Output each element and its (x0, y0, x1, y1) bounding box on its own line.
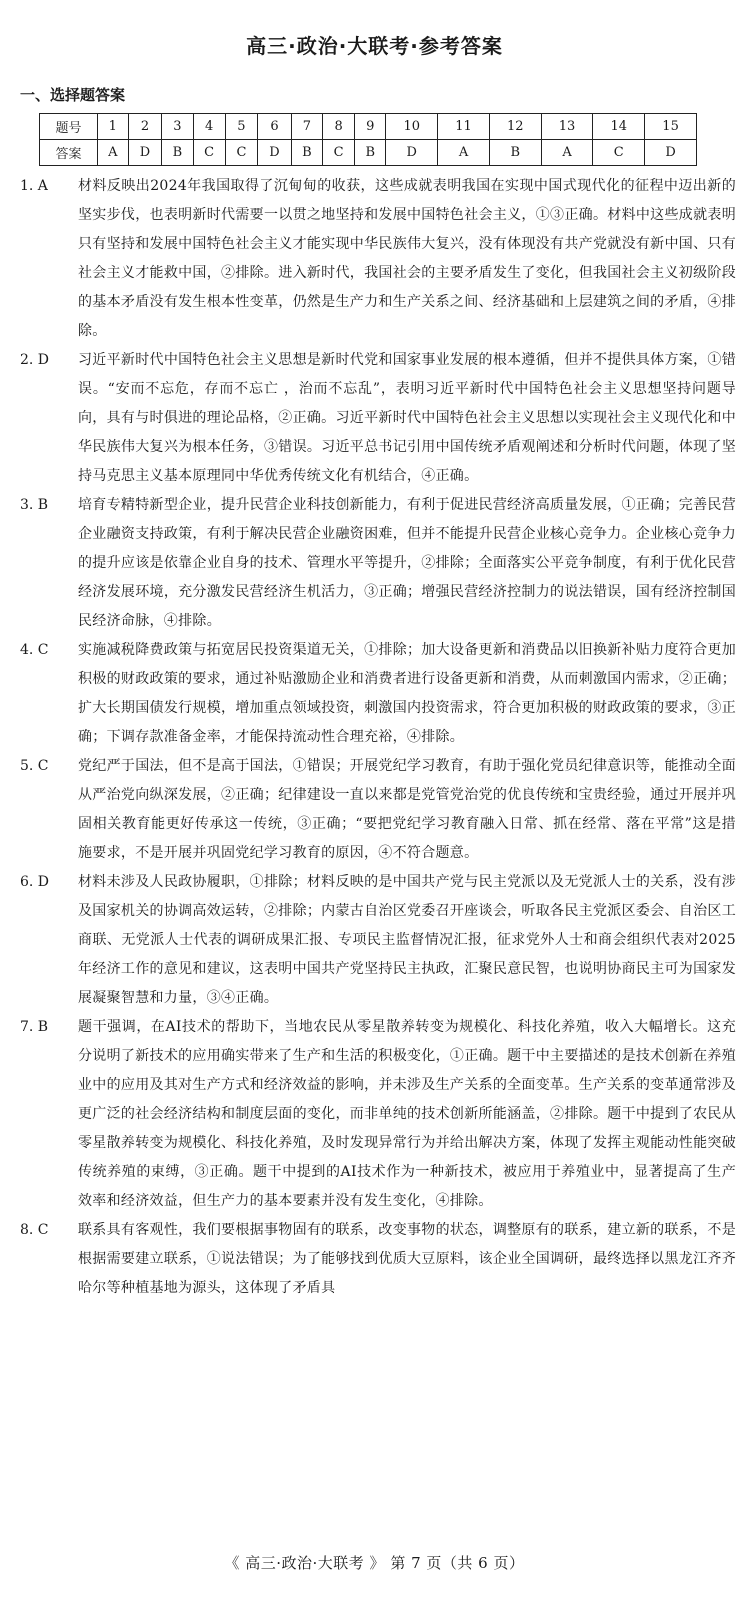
item-number: 6. D (20, 874, 50, 890)
answer-cell: C (193, 140, 225, 166)
section-heading: 一、选择题答案 (20, 86, 126, 104)
explanation-item-3 (20, 491, 736, 636)
explanation-item-1 (20, 172, 736, 346)
answer-cell: B (489, 140, 541, 166)
item-explanation: 党纪严于国法，但不是高于国法，①错误；开展党纪学习教育，有助于强化党员纪律意识等，能推动全面从严治党向纵深发展，②正确；纪律建设一直以来都是党管党治党的优良传统和宝贵经验，通过开展并巩固相关教育能更好传承这一传统，③正确；“要把党纪学习教育融入日常、抓在经常、落在平常”这是措施要求，不是开展并巩固党纪学习教育的原因，④不符合题意。 (78, 758, 736, 861)
item-explanation: 联系具有客观性，我们要根据事物固有的联系，改变事物的状态，调整原有的联系，建立新的联系，不是根据需要建立联系，①说法错误；为了能够找到优质大豆原料，该企业全国调研，最终选择以黑龙江齐齐哈尔等种植基地为源头，这体现了矛盾具 (78, 1222, 736, 1296)
item-number: 7. B (20, 1019, 49, 1035)
page-footer: 《 高三·政治·大联考 》 第 7 页（共 6 页） (224, 1554, 525, 1572)
question-number-cell: 10 (386, 114, 438, 140)
answer-cell: A (98, 140, 129, 166)
question-number-cell: 6 (258, 114, 292, 140)
answer-cell: D (645, 140, 697, 166)
question-number-cell: 7 (291, 114, 322, 140)
explanation-item-7 (20, 1013, 736, 1216)
question-number-cell: 1 (98, 114, 129, 140)
explanation-list (20, 172, 736, 1303)
item-number: 8. C (20, 1222, 49, 1238)
answer-cell: B (355, 140, 386, 166)
explanation-item-5 (20, 752, 736, 868)
question-number-cell: 11 (438, 114, 490, 140)
question-number-cell: 9 (355, 114, 386, 140)
answer-cell: D (258, 140, 292, 166)
item-number: 3. B (20, 497, 49, 513)
answer-row (40, 140, 697, 166)
item-explanation: 培育专精特新型企业，提升民营企业科技创新能力，有利于促进民营经济高质量发展，①正确；完善民营企业融资支持政策，有利于解决民营企业融资困难，但并不能提升民营企业核心竞争力。企业核心竞争力的提升应该是依靠企业自身的技术、管理水平等提升，②排除；全面落实公平竞争制度，有利于优化民营经济发展环境，充分激发民营经济生机活力，③正确；增强民营经济控制力的说法错误，国有经济控制国民经济命脉，④排除。 (78, 497, 736, 629)
answer-cell: C (593, 140, 645, 166)
item-number: 2. D (20, 352, 50, 368)
row-label-question-number: 题号 (40, 114, 98, 140)
answer-cell: A (438, 140, 490, 166)
item-number: 4. C (20, 642, 49, 658)
question-number-row (40, 114, 697, 140)
answer-cell: B (162, 140, 193, 166)
item-explanation: 材料未涉及人民政协履职，①排除；材料反映的是中国共产党与民主党派以及无党派人士的关系，没有涉及国家机关的协调高效运转，②排除；内蒙古自治区党委召开座谈会，听取各民主党派区委会、自治区工商联、无党派人士代表的调研成果汇报、专项民主监督情况汇报，征求党外人士和商会组织代表对2025年经济工作的意见和建议，这表明中国共产党坚持民主执政，汇聚民意民智，也说明协商民主可为国家发展凝聚智慧和力量，③④正确。 (78, 874, 736, 1006)
question-number-cell: 2 (128, 114, 162, 140)
item-number: 1. A (20, 178, 48, 194)
question-number-cell: 12 (489, 114, 541, 140)
answer-cell: D (128, 140, 162, 166)
row-label-answer: 答案 (40, 140, 98, 166)
question-number-cell: 4 (193, 114, 225, 140)
item-explanation: 题干强调，在AI技术的帮助下，当地农民从零星散养转变为规模化、科技化养殖，收入大幅增长。这充分说明了新技术的应用确实带来了生产和生活的积极变化，①正确。题干中主要描述的是技术创新在养殖业中的应用及其对生产方式和经济效益的影响，并未涉及生产关系的全面变革。生产关系的变革通常涉及更广泛的社会经济结构和制度层面的变化，而非单纯的技术创新所能涵盖，②排除。题干中提到了农民从零星散养转变为规模化、科技化养殖，及时发现异常行为并给出解决方案，体现了发挥主观能动性能突破传统养殖的束缚，③正确。题干中提到的AI技术作为一种新技术，被应用于养殖业中，显著提高了生产效率和经济效益，但生产力的基本要素并没有发生变化，④排除。 (78, 1019, 736, 1209)
answer-cell: C (225, 140, 257, 166)
answer-cell: C (322, 140, 354, 166)
explanation-item-6 (20, 868, 736, 1013)
explanation-item-4 (20, 636, 736, 752)
answer-table (39, 113, 697, 166)
item-explanation: 材料反映出2024年我国取得了沉甸甸的收获，这些成就表明我国在实现中国式现代化的征程中迈出新的坚实步伐，也表明新时代需要一以贯之地坚持和发展中国特色社会主义，①③正确。材料中这些成就表明只有坚持和发展中国特色社会主义才能实现中华民族伟大复兴，没有体现没有共产党就没有新中国、只有社会主义才能救中国，②排除。进入新时代，我国社会的主要矛盾发生了变化，但我国社会主义初级阶段的基本矛盾没有发生根本性变革，仍然是生产力和生产关系之间、经济基础和上层建筑之间的矛盾，④排除。 (78, 178, 736, 339)
answer-cell: A (541, 140, 593, 166)
page-title: 高三·政治·大联考·参考答案 (246, 34, 503, 58)
item-number: 5. C (20, 758, 49, 774)
item-explanation: 习近平新时代中国特色社会主义思想是新时代党和国家事业发展的根本遵循，但并不提供具体方案，①错误。“安而不忘危，存而不忘亡 ，治而不忘乱”，表明习近平新时代中国特色社会主义思想坚持问题导向，具有与时俱进的理论品格，②正确。习近平新时代中国特色社会主义思想以实现社会主义现代化和中华民族伟大复兴为根本任务，③错误。习近平总书记引用中国传统矛盾观阐述和分析时代问题，体现了坚持马克思主义基本原理同中华优秀传统文化有机结合，④正确。 (78, 352, 736, 484)
answer-cell: B (291, 140, 322, 166)
question-number-cell: 15 (645, 114, 697, 140)
question-number-cell: 8 (322, 114, 354, 140)
question-number-cell: 5 (225, 114, 257, 140)
explanation-item-2 (20, 346, 736, 491)
explanation-item-8 (20, 1216, 736, 1303)
answer-cell: D (386, 140, 438, 166)
question-number-cell: 3 (162, 114, 193, 140)
question-number-cell: 14 (593, 114, 645, 140)
question-number-cell: 13 (541, 114, 593, 140)
item-explanation: 实施减税降费政策与拓宽居民投资渠道无关，①排除；加大设备更新和消费品以旧换新补贴力度符合更加积极的财政政策的要求，通过补贴激励企业和消费者进行设备更新和消费，从而刺激国内需求，②正确；扩大长期国债发行规模，增加重点领域投资，刺激国内投资需求，符合更加积极的财政政策的要求，③正确；下调存款准备金率，才能保持流动性合理充裕，④排除。 (78, 642, 736, 745)
